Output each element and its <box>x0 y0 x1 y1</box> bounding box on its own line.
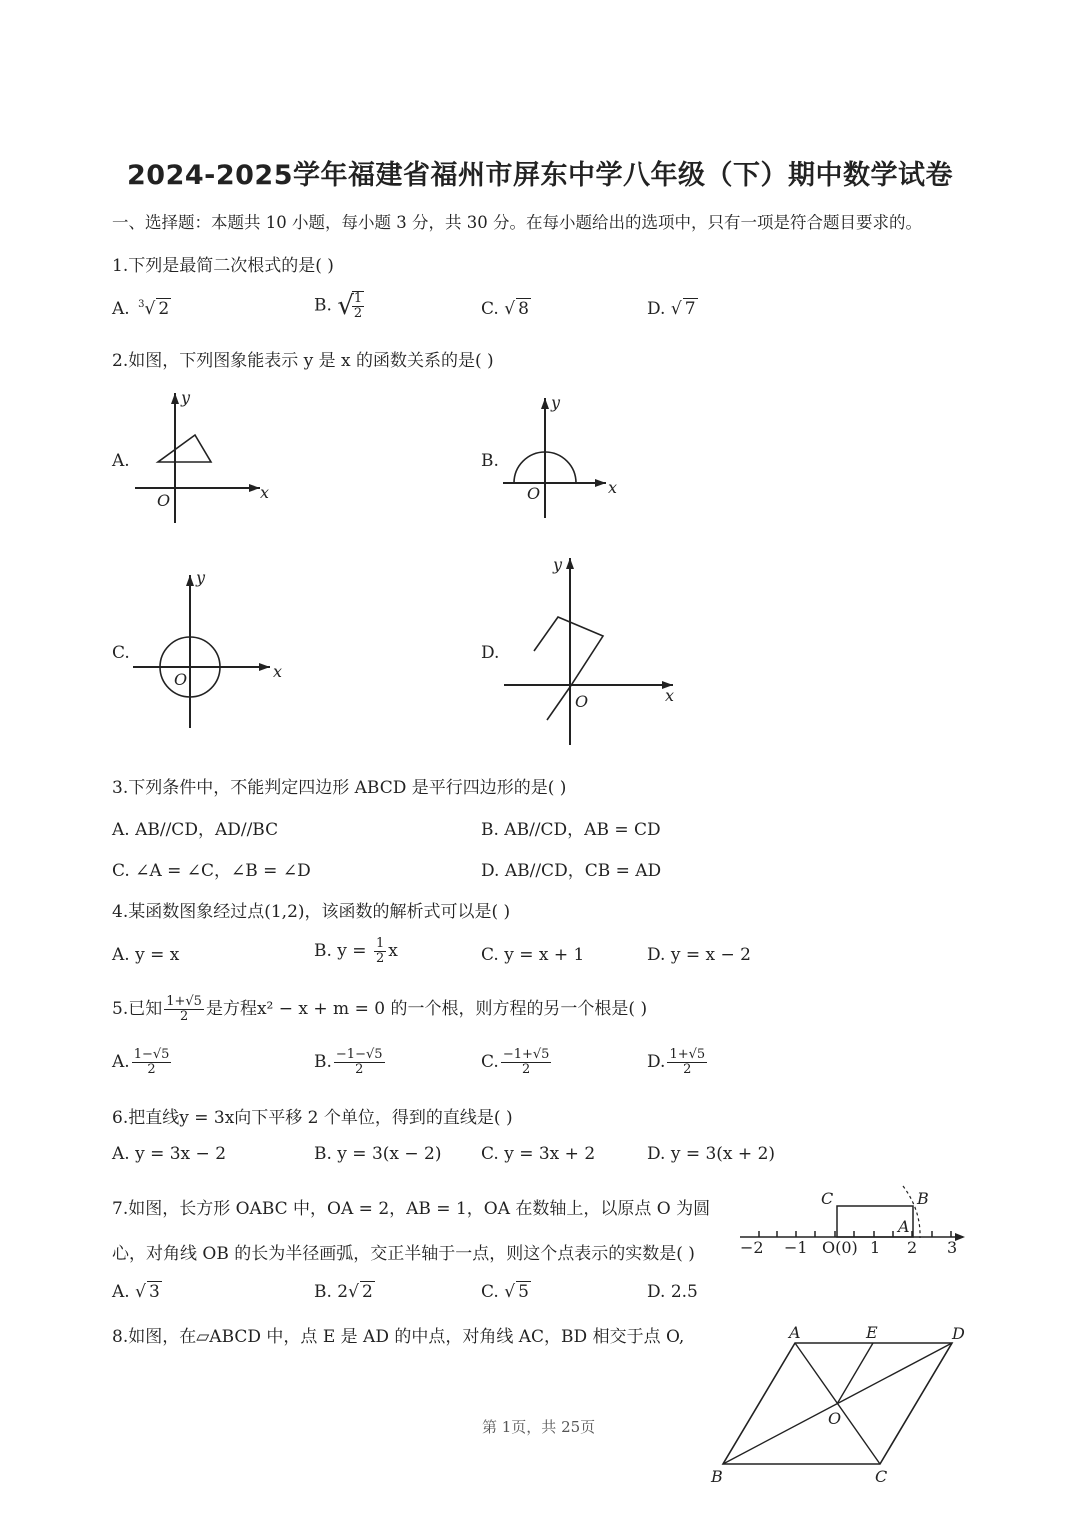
vertex-a-label: A <box>789 1323 801 1342</box>
question-5-stem: 5.已知 $\frac{1+√5}{2}$ 是方程x² − x + m = 0 的一个根，则方程的另一个根是( ) <box>112 994 648 1024</box>
q6-option-d: D. y = 3(x + 2) <box>647 1144 776 1164</box>
q2-option-d-label: D. <box>481 643 500 663</box>
q8-parallelogram-figure <box>705 1320 980 1490</box>
q2-graph-a <box>125 385 285 525</box>
vertex-c-label: C <box>875 1467 888 1486</box>
axis-y-label: y <box>551 393 561 412</box>
question-1-stem: 1.下列是最简二次根式的是( ) <box>112 256 334 276</box>
q4-option-a: A. y = x <box>112 945 180 965</box>
origin-label: O <box>527 484 541 503</box>
q1-option-b: B. √ $\frac{1}{2}$ <box>314 291 363 321</box>
tick-label: −2 <box>740 1238 764 1257</box>
point-b-label: B <box>917 1189 929 1208</box>
q2-option-b-label: B. <box>481 451 499 471</box>
question-2-stem: 2.如图，下列图象能表示 y 是 x 的函数关系的是( ) <box>112 351 494 371</box>
q4-option-d: D. y = x − 2 <box>647 945 751 965</box>
axis-y-label: y <box>553 555 563 574</box>
tick-label: O(0) <box>822 1238 858 1257</box>
q2-graph-d <box>498 550 688 750</box>
origin-label: O <box>174 670 188 689</box>
axis-x-label: x <box>665 686 675 705</box>
q3-option-b: B. AB//CD，AB = CD <box>481 820 661 840</box>
q6-option-b: B. y = 3(x − 2) <box>314 1144 442 1164</box>
q4-option-b: B. y = $\frac{1}{2}$ x <box>314 936 398 966</box>
q5-option-b: B. $\frac{-1-√5}{2}$ <box>314 1047 383 1077</box>
axis-x-label: x <box>260 483 270 502</box>
q7-option-a: A. √ 3 <box>112 1282 160 1302</box>
q1-option-c: C. √ 8 <box>481 299 529 319</box>
point-a-label: A <box>898 1217 910 1236</box>
q4-option-c: C. y = x + 1 <box>481 945 585 965</box>
tick-label: 2 <box>907 1238 918 1257</box>
q3-option-c: C. ∠A = ∠C，∠B = ∠D <box>112 861 311 881</box>
point-e-label: E <box>866 1323 878 1342</box>
tick-label: −1 <box>784 1238 808 1257</box>
q5-option-a: A. $\frac{1-√5}{2}$ <box>112 1047 170 1077</box>
q5-option-d: D. $\frac{1+√5}{2}$ <box>647 1047 706 1077</box>
tick-label: 1 <box>870 1238 881 1257</box>
origin-label: O <box>157 491 171 510</box>
vertex-d-label: D <box>952 1324 965 1343</box>
q3-option-a: A. AB//CD，AD//BC <box>112 820 279 840</box>
q2-graph-b <box>498 390 638 530</box>
point-c-label: C <box>821 1189 834 1208</box>
q1-option-d: D. √ 7 <box>647 299 696 319</box>
q2-option-a-label: A. <box>112 451 130 471</box>
origin-label: O <box>575 692 589 711</box>
axis-y-label: y <box>196 568 206 587</box>
axis-x-label: x <box>608 478 618 497</box>
question-8-stem: 8.如图，在▱ABCD 中，点 E 是 AD 的中点，对角线 AC，BD 相交于点 O, <box>112 1327 685 1347</box>
page-title: 2024-2025学年福建省福州市屏东中学八年级（下）期中数学试卷 <box>127 160 953 191</box>
question-7-line1: 7.如图，长方形 OABC 中，OA = 2，AB = 1，OA 在数轴上，以原点 O 为圆 <box>112 1199 711 1219</box>
q5-option-c: C. $\frac{-1+√5}{2}$ <box>481 1047 550 1077</box>
question-3-stem: 3.下列条件中，不能判定四边形 ABCD 是平行四边形的是( ) <box>112 778 567 798</box>
q2-graph-c <box>125 565 295 735</box>
q7-option-d: D. 2.5 <box>647 1282 698 1302</box>
section-heading: 一、选择题：本题共 10 小题，每小题 3 分，共 30 分。在每小题给出的选项中，只有一项是符合题目要求的。 <box>112 213 922 232</box>
question-4-stem: 4.某函数图象经过点(1,2)，该函数的解析式可以是( ) <box>112 902 511 922</box>
tick-label: 3 <box>947 1238 958 1257</box>
question-7-line2: 心，对角线 OB 的长为半径画弧，交正半轴于一点，则这个点表示的实数是( ) <box>112 1244 695 1264</box>
vertex-b-label: B <box>711 1467 723 1486</box>
q6-option-c: C. y = 3x + 2 <box>481 1144 596 1164</box>
axis-x-label: x <box>273 662 283 681</box>
q7-option-b: B. 2√ 2 <box>314 1282 373 1302</box>
q1-option-a: A. $^3$√ 2 <box>112 299 170 319</box>
page-footer: 第 1页，共 25页 <box>482 1418 596 1436</box>
q7-option-c: C. √ 5 <box>481 1282 529 1302</box>
q2-option-c-label: C. <box>112 643 130 663</box>
q3-option-d: D. AB//CD，CB = AD <box>481 861 662 881</box>
point-o-label: O <box>828 1409 842 1428</box>
q6-option-a: A. y = 3x − 2 <box>112 1144 227 1164</box>
q7-number-line-figure <box>735 1182 975 1262</box>
question-6-stem: 6.把直线y = 3x向下平移 2 个单位，得到的直线是( ) <box>112 1108 513 1128</box>
axis-y-label: y <box>181 388 191 407</box>
